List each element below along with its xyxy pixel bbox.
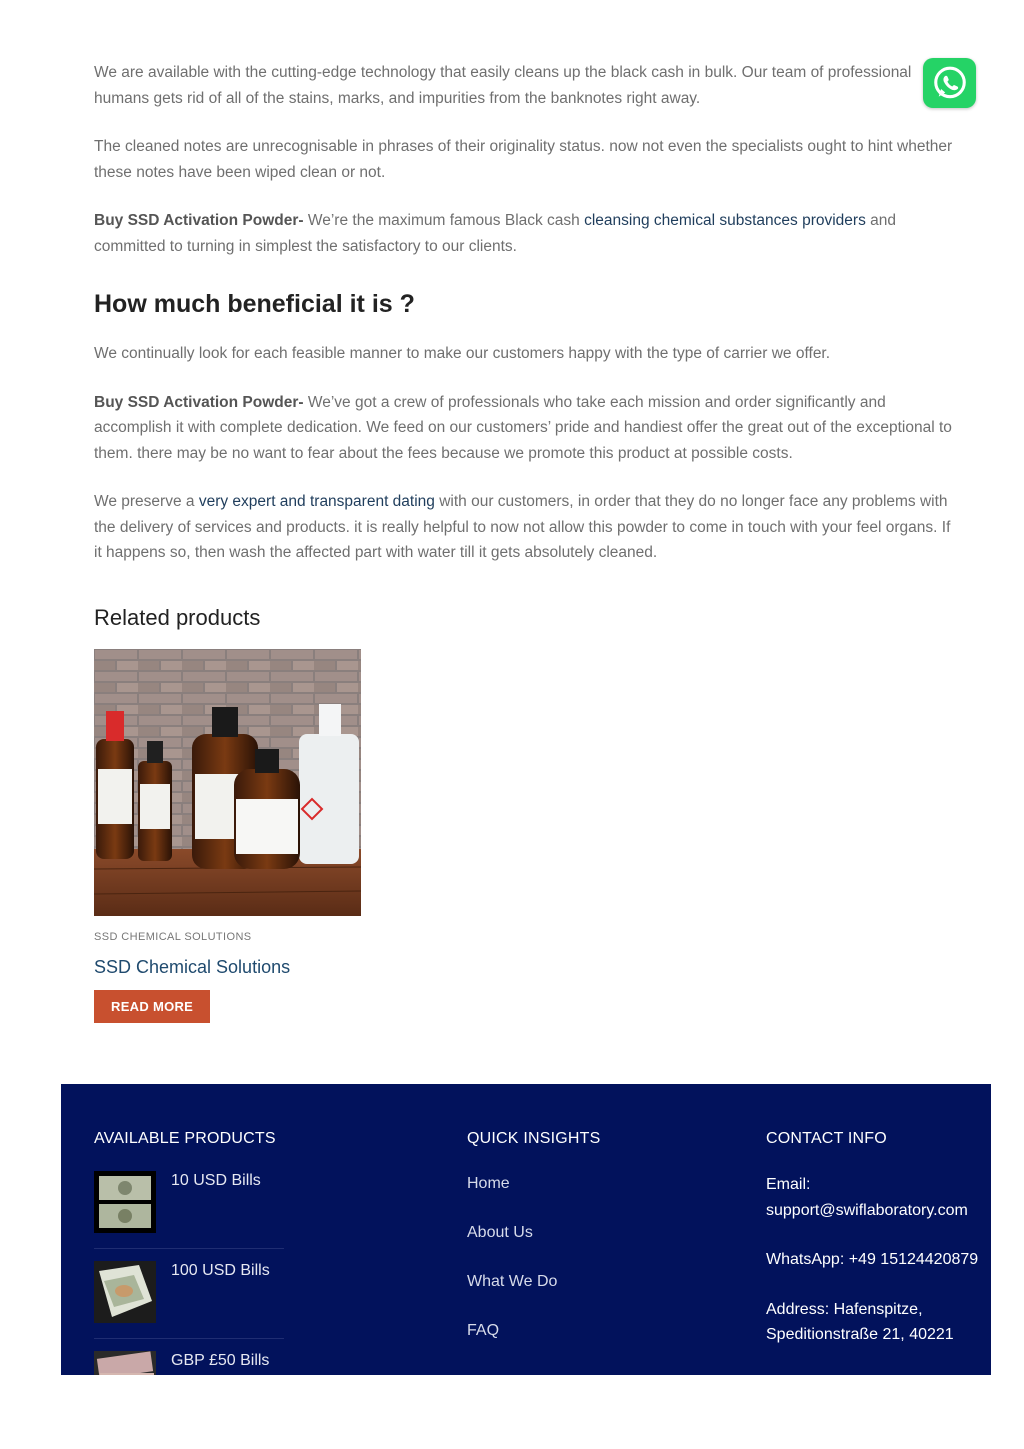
footer-product-label[interactable]: 10 USD Bills (171, 1172, 261, 1189)
footer-link-about-us[interactable]: About Us (467, 1224, 533, 1241)
contact-email[interactable]: Email: support@swiflaboratory.com (766, 1176, 968, 1219)
intro-paragraph-3 (94, 208, 954, 259)
text-span: We preserve a (94, 493, 199, 510)
contact-heading: CONTACT INFO (766, 1130, 887, 1147)
cleansing-chemicals-link[interactable]: cleansing chemical substances providers (584, 212, 866, 229)
footer-product-label[interactable]: GBP £50 Bills (171, 1352, 270, 1369)
gbp-50-bills-thumbnail (94, 1351, 156, 1375)
text-span: and committed to turning in simplest the satisfactory to our clients. (94, 212, 897, 255)
product-card (94, 649, 361, 1023)
usd-10-bills-thumbnail (94, 1171, 156, 1233)
transparent-dating-link[interactable]: very expert and transparent dating (198, 493, 435, 510)
contact-address: Address: Hafenspitze, Speditionstraße 21, 40221 (766, 1300, 954, 1343)
read-more-button[interactable]: READ MORE (94, 990, 210, 1023)
products-heading: AVAILABLE PRODUCTS (94, 1130, 276, 1147)
section-paragraph-3 (94, 489, 954, 566)
product-name-link[interactable]: SSD Chemical Solutions (94, 957, 291, 977)
article-body (94, 60, 954, 589)
footer-product-item[interactable] (94, 1261, 284, 1351)
text-span: with our customers, in order that they do no longer face any problems with the delivery of services and products. it is really helpful to now not allow this powder to come in touch with your feel organs. If it happens so, then wash the affected part with water till it gets absolutely cleaned. (94, 493, 951, 561)
bold-lead: Buy SSD Activation Powder- (94, 393, 304, 411)
divider (94, 1338, 284, 1339)
product-category[interactable]: SSD CHEMICAL SOLUTIONS (94, 931, 252, 943)
related-products-heading: Related products (94, 605, 261, 630)
text-span: We’ve got a crew of professionals who take each mission and order significantly and accomplish it with complete dedication. We feed on our customers’ pride and handiest offer the great out of the exceptional to them. there may be no want to fear about the fees because we promote this product at possible costs. (94, 393, 952, 462)
section-paragraph-2 (94, 390, 954, 467)
footer-product-item[interactable] (94, 1351, 284, 1375)
intro-paragraph-1: We are available with the cutting-edge technology that easily cleans up the black cash in bulk. Our team of professional humans gets rid of all of the stains, marks, and impurities from the banknotes right away. (94, 64, 912, 107)
footer-link-faq[interactable]: FAQ (467, 1322, 500, 1339)
intro-paragraph-2: The cleaned notes are unrecognisable in phrases of their originality status. now not even the specialists ought to hint whether these notes have been wiped clean or not. (94, 138, 953, 181)
bold-lead: Buy SSD Activation Powder- (94, 212, 304, 229)
usd-100-bills-thumbnail (94, 1261, 156, 1323)
contact-whatsapp[interactable]: WhatsApp: +49 15124420879 (766, 1251, 979, 1268)
divider (94, 1248, 284, 1249)
section-paragraph-1: We continually look for each feasible manner to make our customers happy with the type of carrier we offer. (94, 345, 831, 362)
text-span: We’re the maximum famous Black cash (303, 212, 585, 229)
section-heading: How much beneficial it is ? (94, 290, 415, 318)
insights-heading: QUICK INSIGHTS (467, 1130, 601, 1147)
footer-link-what-we-do[interactable]: What We Do (467, 1273, 558, 1290)
footer-product-item[interactable] (94, 1171, 284, 1261)
footer-product-label[interactable]: 100 USD Bills (171, 1262, 270, 1279)
site-footer (61, 1084, 991, 1375)
product-image[interactable] (94, 649, 361, 916)
footer-link-home[interactable]: Home (467, 1175, 510, 1192)
